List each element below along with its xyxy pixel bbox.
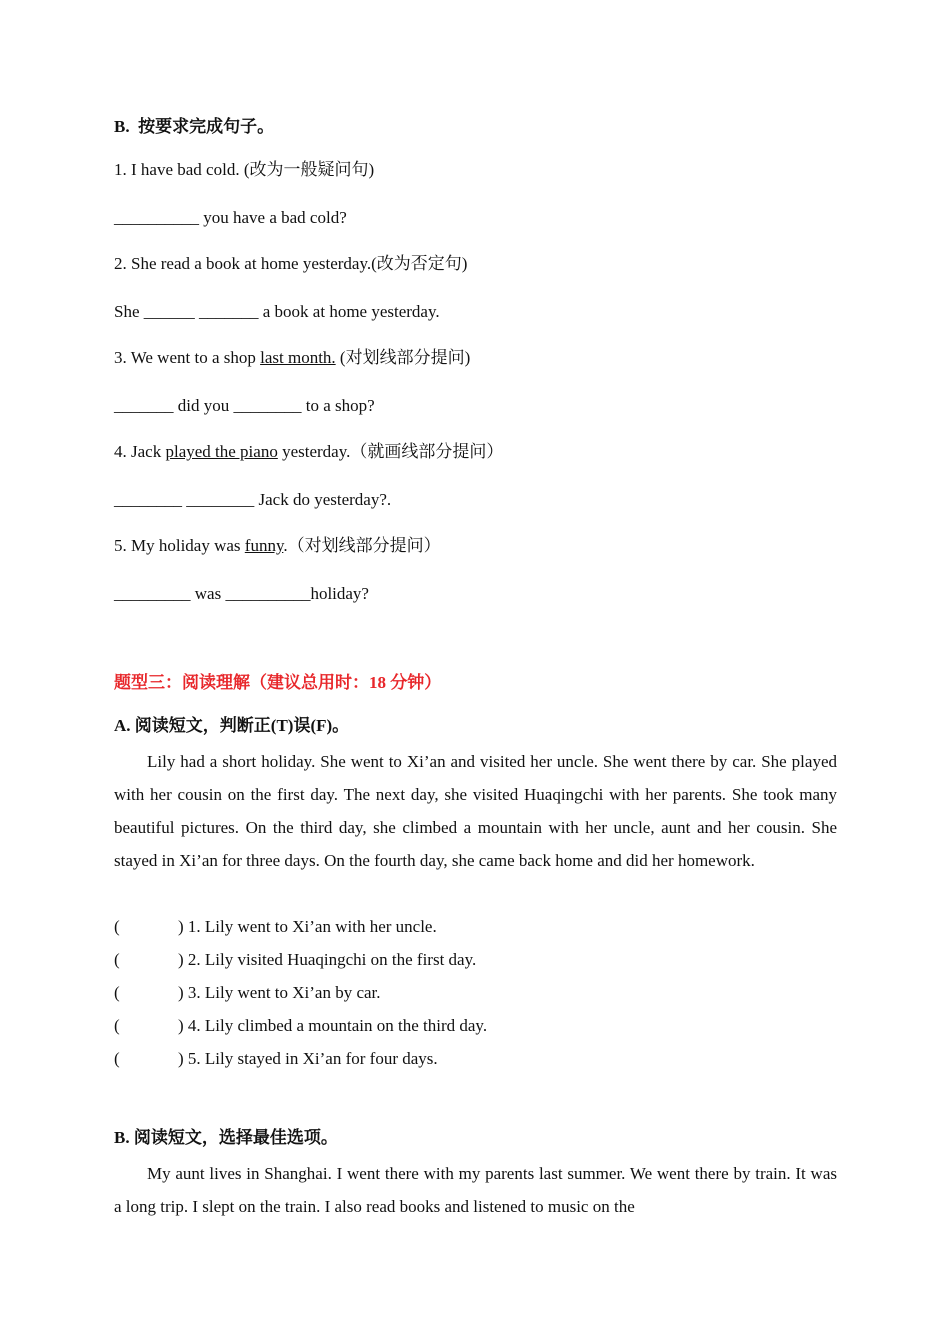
reading-a-passage: Lily had a short holiday. She went to Xi’an and visited her uncle. She went there by car. She played with her cousin on the first day. The next day, she visited Huaqingchi with her parents. She took many beautiful pictures. On the third day, she climbed a mountain with her uncle, aunt and her cousin. She stayed in Xi’an for three days. On the fourth day, she came back home and did her homework. (114, 752, 837, 870)
exercise-3-prompt: 3. We went to a shop last month. (对划线部分提问) (114, 348, 471, 367)
exercise-5-prompt: 5. My holiday was funny.（对划线部分提问） (114, 536, 441, 555)
reading-b-heading: B. 阅读短文，选择最佳选项。 (114, 1128, 338, 1147)
reading-a-question-4: ( ) 4. Lily climbed a mountain on the third day. (114, 1016, 488, 1035)
exercise-2-prompt: 2. She read a book at home yesterday.(改为否定句) (114, 254, 468, 273)
section-b-heading: B. 按要求完成句子。 (114, 117, 275, 136)
exercise-4-answer: ________ ________ Jack do yesterday?. (114, 490, 392, 509)
reading-a-question-1: ( ) 1. Lily went to Xi’an with her uncle. (114, 917, 437, 936)
reading-a-question-3: ( ) 3. Lily went to Xi’an by car. (114, 983, 381, 1002)
reading-b-passage: My aunt lives in Shanghai. I went there with my parents last summer. We went there by train. It was a long trip. I slept on the train. I also read books and listened to music on the (114, 1164, 837, 1216)
exercise-3-answer: _______ did you ________ to a shop? (114, 396, 375, 415)
exercise-5-answer: _________ was __________holiday? (114, 584, 369, 603)
reading-a-heading: A. 阅读短文，判断正(T)误(F)。 (114, 716, 350, 735)
reading-a-question-2: ( ) 2. Lily visited Huaqingchi on the first day. (114, 950, 477, 969)
reading-a-question-5: ( ) 5. Lily stayed in Xi’an for four days. (114, 1049, 438, 1068)
exercise-4-prompt: 4. Jack played the piano yesterday.（就画线部分提问） (114, 442, 504, 461)
section-3-title: 题型三：阅读理解（建议总用时：18 分钟） (114, 673, 442, 692)
exercise-1-prompt: 1. I have bad cold. (改为一般疑问句) (114, 160, 375, 179)
exercise-1-answer: __________ you have a bad cold? (114, 208, 347, 227)
exercise-2-answer: She ______ _______ a book at home yesterday. (114, 302, 440, 321)
